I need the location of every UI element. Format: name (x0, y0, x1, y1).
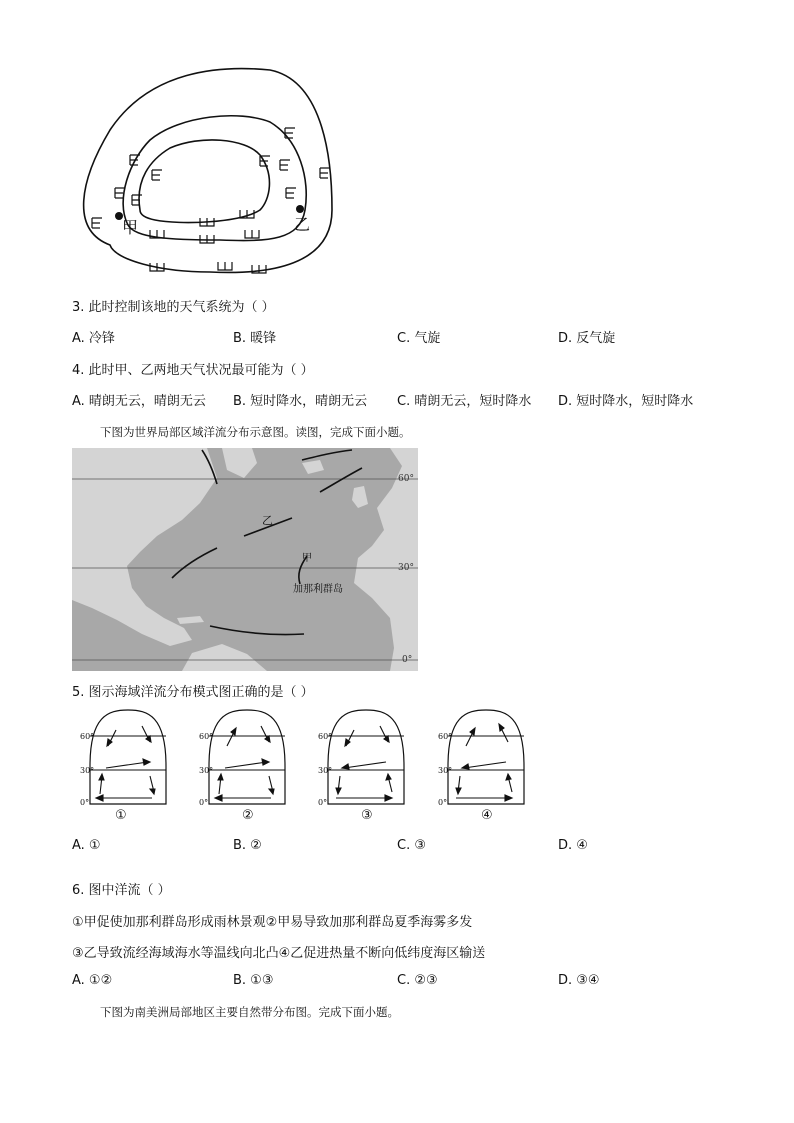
lat-label: 30° (318, 766, 333, 775)
q4-option-c[interactable]: C. 晴朗无云，短时降水 (397, 394, 532, 409)
pattern-diagram-2 (199, 706, 291, 806)
lat-label: 60° (438, 732, 453, 741)
q5-option-c[interactable]: C. ③ (397, 838, 426, 853)
isobar-inner (139, 140, 269, 223)
wind-barbs (92, 128, 330, 273)
q6-option-a[interactable]: A. ①② (72, 973, 113, 988)
q5-option-b[interactable]: B. ② (233, 838, 262, 853)
lat-label: 0° (318, 798, 328, 806)
q5-option-d[interactable]: D. ④ (558, 838, 588, 853)
lat-label: 60° (318, 732, 333, 741)
isobar-outer (84, 69, 332, 273)
q4-option-d[interactable]: D. 短时降水，短时降水 (558, 394, 694, 409)
ocean-label-yi: 乙 (262, 514, 273, 527)
q4-stem: 4. 此时甲、乙两地天气状况最可能为（ ） (72, 363, 314, 378)
lat-label: 30° (438, 766, 453, 775)
q3-option-b[interactable]: B. 暖锋 (233, 331, 277, 346)
intro-ocean: 下图为世界局部区域洋流分布示意图。读图，完成下面小题。 (100, 425, 411, 439)
q3-option-c[interactable]: C. 气旋 (397, 331, 441, 346)
q6-option-c[interactable]: C. ②③ (397, 973, 438, 988)
q3-option-a[interactable]: A. 冷锋 (72, 331, 115, 346)
lat-label: 60° (80, 732, 95, 741)
diagram-label-1: ① (115, 808, 127, 823)
pattern-diagram-3 (318, 706, 410, 806)
pattern-diagram-1 (80, 706, 172, 806)
label-yi: 乙 (294, 215, 311, 234)
point-yi (296, 205, 304, 213)
q6-option-d[interactable]: D. ③④ (558, 973, 600, 988)
lat-label: 0° (438, 798, 448, 806)
ocean-label-jia: 甲 (302, 553, 312, 564)
q5-option-a[interactable]: A. ① (72, 838, 101, 853)
label-jia: 甲 (122, 218, 139, 237)
lat-label: 30° (199, 766, 214, 775)
pressure-system-figure (70, 60, 350, 285)
q3-stem: 3. 此时控制该地的天气系统为（ ） (72, 300, 275, 315)
q6-option-b[interactable]: B. ①③ (233, 973, 274, 988)
lat-label: 0° (80, 798, 90, 806)
lat-label: 30° (80, 766, 95, 775)
label-30: 30° (398, 563, 414, 573)
q4-option-b[interactable]: B. 短时降水，晴朗无云 (233, 394, 368, 409)
diagram-label-3: ③ (361, 808, 373, 823)
q6-stem: 6. 图中洋流（ ） (72, 883, 171, 898)
label-canary: 加那利群岛 (293, 584, 343, 595)
ocean-current-map (72, 448, 418, 671)
q6-statement-line-2: ③乙导致流经海域海水等温线向北凸④乙促进热量不断向低纬度海区输送 (72, 946, 486, 961)
lat-label: 60° (199, 732, 214, 741)
diagram-label-4: ④ (481, 808, 493, 823)
q3-option-d[interactable]: D. 反气旋 (558, 331, 616, 346)
pattern-diagram-4 (438, 706, 530, 806)
q6-statement-line-1: ①甲促使加那利群岛形成雨林景观②甲易导致加那利群岛夏季海雾多发 (72, 915, 473, 930)
label-60: 60° (398, 474, 414, 484)
intro-south-america: 下图为南美洲局部地区主要自然带分布图。完成下面小题。 (100, 1005, 399, 1019)
label-0: 0° (402, 655, 413, 665)
diagram-label-2: ② (242, 808, 254, 823)
lat-label: 0° (199, 798, 209, 806)
q5-stem: 5. 图示海域洋流分布模式图正确的是（ ） (72, 685, 314, 700)
q4-option-a[interactable]: A. 晴朗无云，晴朗无云 (72, 394, 206, 409)
